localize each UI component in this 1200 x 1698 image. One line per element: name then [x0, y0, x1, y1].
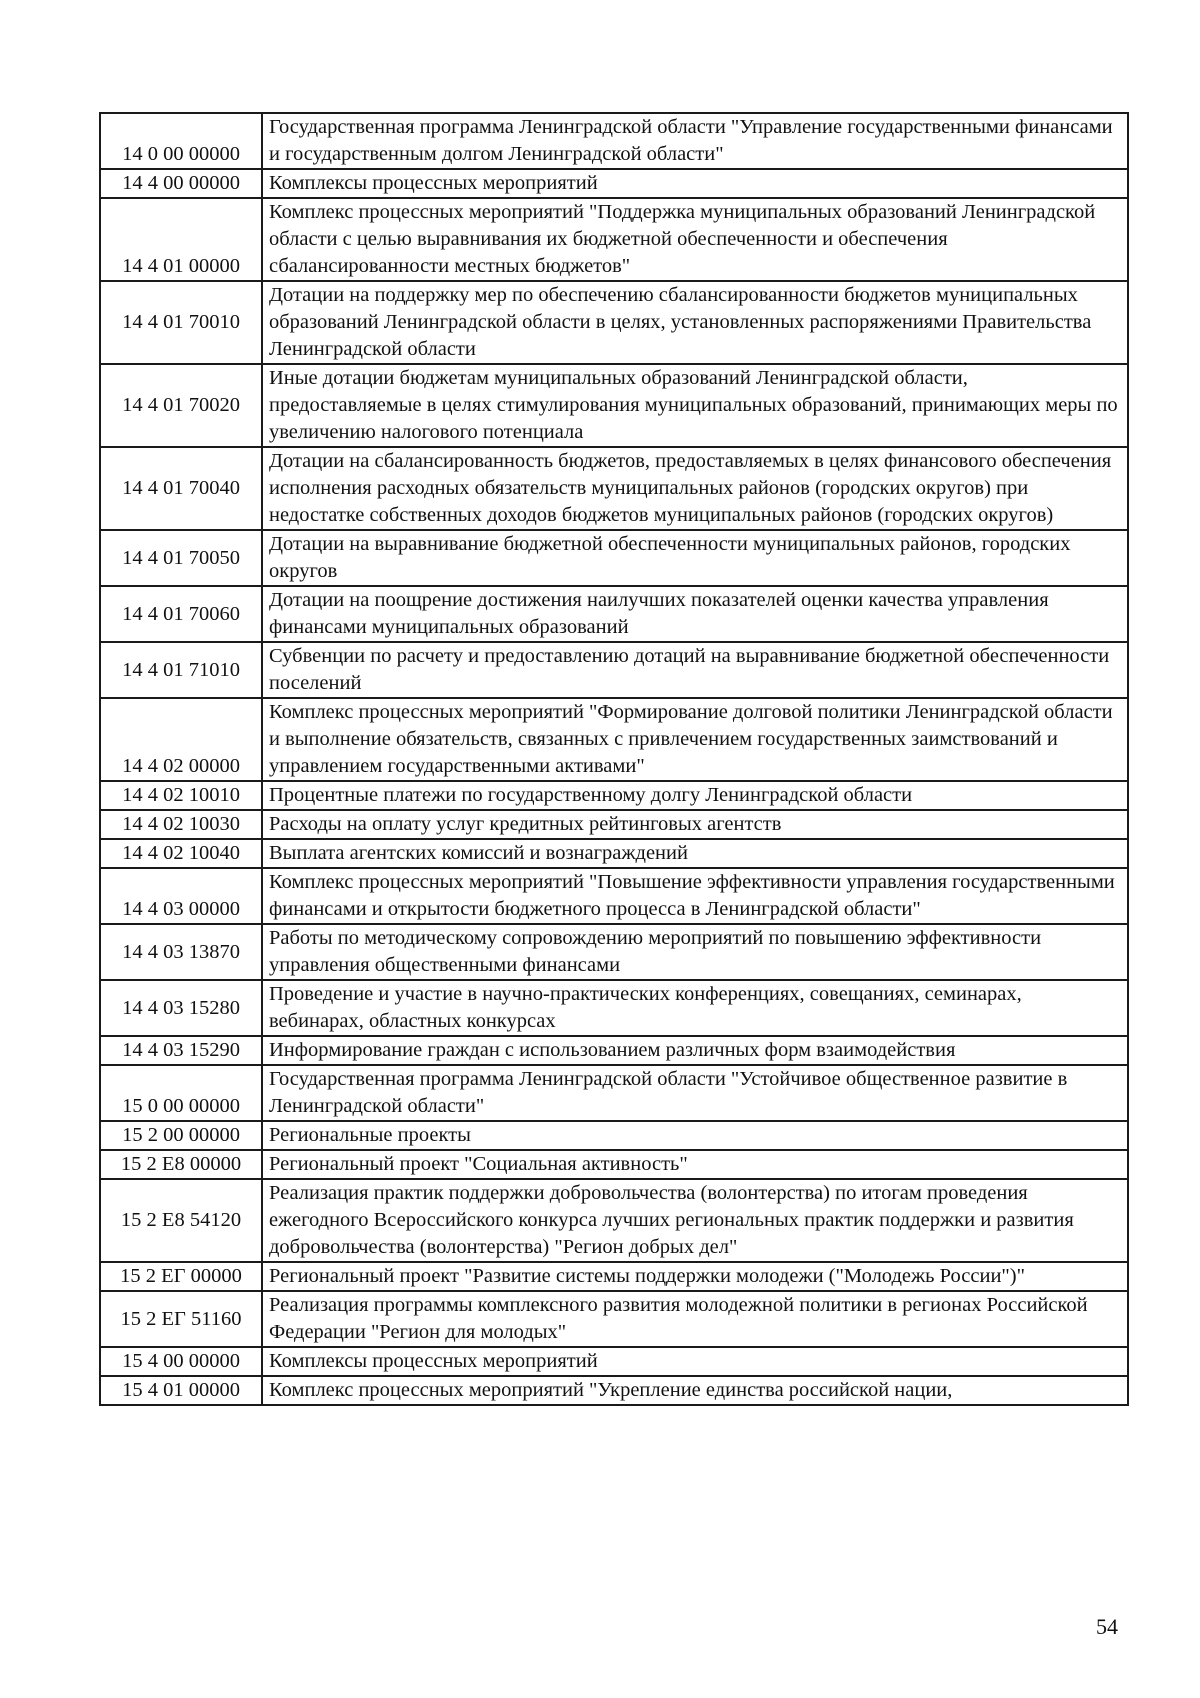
table-row	[100, 530, 1128, 586]
row-description: Работы по методическому сопровождению мероприятий по повышению эффективности управления общественными финансами	[262, 924, 1128, 980]
table-row	[100, 868, 1128, 924]
row-code: 14 4 02 00000	[100, 698, 262, 781]
row-description: Проведение и участие в научно-практических конференциях, совещаниях, семинарах, вебинарах, областных конкурсах	[262, 980, 1128, 1036]
row-code: 15 0 00 00000	[100, 1065, 262, 1121]
row-description: Государственная программа Ленинградской области "Управление государственными финансами и государственным долгом Ленинградской области"	[262, 113, 1128, 169]
row-description: Комплексы процессных мероприятий	[262, 1347, 1128, 1376]
table-row	[100, 198, 1128, 281]
table-row	[100, 1376, 1128, 1405]
row-description: Комплекс процессных мероприятий "Укрепление единства российской нации,	[262, 1376, 1128, 1405]
row-code: 14 4 02 10040	[100, 839, 262, 868]
table-row	[100, 1347, 1128, 1376]
row-description: Региональные проекты	[262, 1121, 1128, 1150]
row-code: 15 2 ЕГ 00000	[100, 1262, 262, 1291]
table-row	[100, 980, 1128, 1036]
row-description: Реализация практик поддержки добровольчества (волонтерства) по итогам проведения ежегодного Всероссийского конкурса лучших региональных практик поддержки и развития добровольчества (волонтерства) "Регион добрых дел"	[262, 1179, 1128, 1262]
row-description: Расходы на оплату услуг кредитных рейтинговых агентств	[262, 810, 1128, 839]
row-code: 15 2 00 00000	[100, 1121, 262, 1150]
row-description: Субвенции по расчету и предоставлению дотаций на выравнивание бюджетной обеспеченности поселений	[262, 642, 1128, 698]
table-row	[100, 1291, 1128, 1347]
row-code: 14 4 03 15290	[100, 1036, 262, 1065]
row-code: 14 4 03 15280	[100, 980, 262, 1036]
row-description: Дотации на поддержку мер по обеспечению сбалансированности бюджетов муниципальных образований Ленинградской области в целях, установленных распоряжениями Правительства Ленинградской области	[262, 281, 1128, 364]
table-row	[100, 839, 1128, 868]
row-description: Реализация программы комплексного развития молодежной политики в регионах Российской Федерации "Регион для молодых"	[262, 1291, 1128, 1347]
table-row	[100, 1065, 1128, 1121]
row-code: 14 4 01 70060	[100, 586, 262, 642]
row-description: Комплекс процессных мероприятий "Повышение эффективности управления государственными финансами и открытости бюджетного процесса в Ленинградской области"	[262, 868, 1128, 924]
row-code: 14 4 03 13870	[100, 924, 262, 980]
row-description: Региональный проект "Социальная активность"	[262, 1150, 1128, 1179]
table-row	[100, 781, 1128, 810]
table-row	[100, 810, 1128, 839]
table-row	[100, 447, 1128, 530]
row-code: 14 4 01 70040	[100, 447, 262, 530]
row-code: 14 4 01 70050	[100, 530, 262, 586]
row-code: 15 4 01 00000	[100, 1376, 262, 1405]
table-row	[100, 169, 1128, 198]
row-code: 14 4 02 10030	[100, 810, 262, 839]
row-code: 14 4 01 00000	[100, 198, 262, 281]
row-code: 14 4 02 10010	[100, 781, 262, 810]
table-row	[100, 698, 1128, 781]
table-row	[100, 1150, 1128, 1179]
row-code: 14 4 03 00000	[100, 868, 262, 924]
table-row	[100, 113, 1128, 169]
row-code: 15 2 Е8 00000	[100, 1150, 262, 1179]
table-row	[100, 1262, 1128, 1291]
row-description: Дотации на сбалансированность бюджетов, предоставляемых в целях финансового обеспечения исполнения расходных обязательств муниципальных районов (городских округов) при недостатке собственных доходов бюджетов муниципальных районов (городских округов)	[262, 447, 1128, 530]
table-row	[100, 924, 1128, 980]
table-row	[100, 1036, 1128, 1065]
page-number: 54	[1096, 1614, 1118, 1639]
row-code: 14 4 00 00000	[100, 169, 262, 198]
row-description: Комплексы процессных мероприятий	[262, 169, 1128, 198]
row-description: Информирование граждан с использованием различных форм взаимодействия	[262, 1036, 1128, 1065]
row-description: Дотации на выравнивание бюджетной обеспеченности муниципальных районов, городских округов	[262, 530, 1128, 586]
row-description: Иные дотации бюджетам муниципальных образований Ленинградской области, предоставляемые в целях стимулирования муниципальных образований, принимающих меры по увеличению налогового потенциала	[262, 364, 1128, 447]
row-code: 14 4 01 70010	[100, 281, 262, 364]
row-description: Выплата агентских комиссий и вознаграждений	[262, 839, 1128, 868]
row-description: Государственная программа Ленинградской области "Устойчивое общественное развитие в Ленинградской области"	[262, 1065, 1128, 1121]
row-description: Комплекс процессных мероприятий "Поддержка муниципальных образований Ленинградской области с целью выравнивания их бюджетной обеспеченности и обеспечения сбалансированности местных бюджетов"	[262, 198, 1128, 281]
table-row	[100, 1121, 1128, 1150]
budget-classification-table	[99, 112, 1129, 1406]
row-code: 15 2 Е8 54120	[100, 1179, 262, 1262]
table-body	[100, 113, 1128, 1405]
table-row	[100, 364, 1128, 447]
table-row	[100, 281, 1128, 364]
row-description: Процентные платежи по государственному долгу Ленинградской области	[262, 781, 1128, 810]
row-code: 14 4 01 70020	[100, 364, 262, 447]
row-description: Комплекс процессных мероприятий "Формирование долговой политики Ленинградской области и выполнение обязательств, связанных с привлечением государственных заимствований и управлением государственными активами"	[262, 698, 1128, 781]
row-code: 15 2 ЕГ 51160	[100, 1291, 262, 1347]
row-description: Дотации на поощрение достижения наилучших показателей оценки качества управления финансами муниципальных образований	[262, 586, 1128, 642]
row-code: 14 0 00 00000	[100, 113, 262, 169]
row-description: Региональный проект "Развитие системы поддержки молодежи ("Молодежь России")"	[262, 1262, 1128, 1291]
table-row	[100, 642, 1128, 698]
table-row	[100, 1179, 1128, 1262]
row-code: 14 4 01 71010	[100, 642, 262, 698]
table-row	[100, 586, 1128, 642]
row-code: 15 4 00 00000	[100, 1347, 262, 1376]
